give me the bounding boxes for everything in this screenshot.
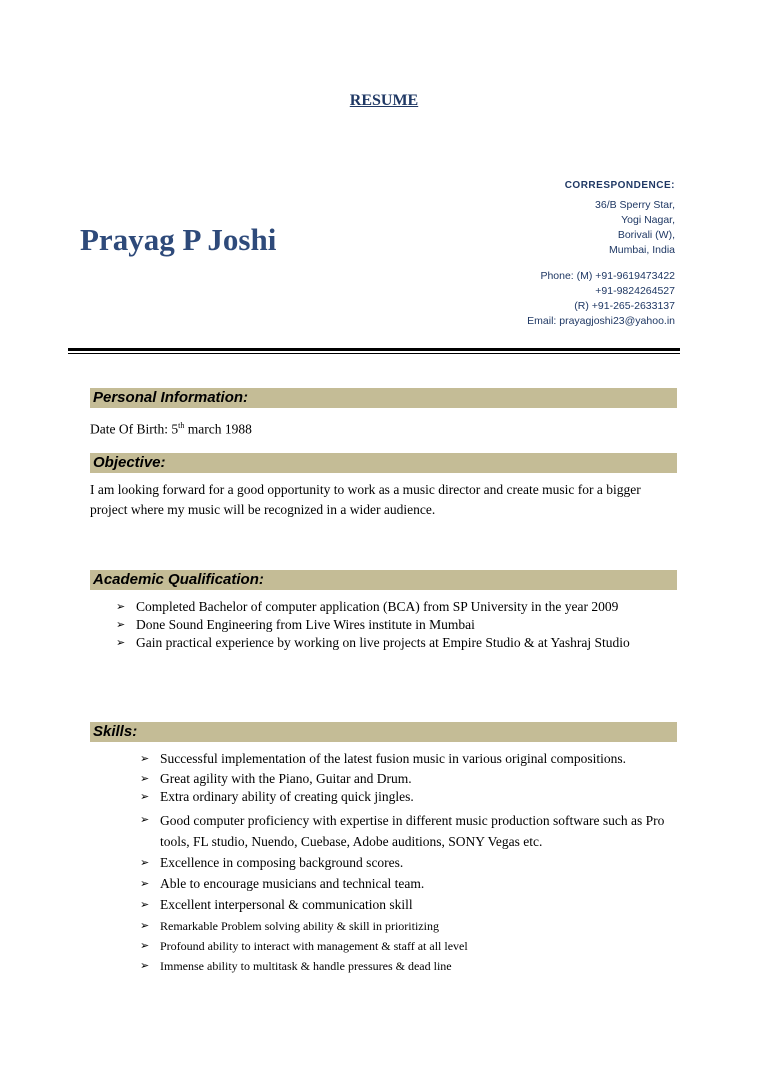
email-address[interactable]: Email: prayagjoshi23@yahoo.in [527, 315, 675, 327]
list-item-text: Excellence in composing background scores. [160, 855, 404, 870]
list-item-text: Able to encourage musicians and technical team. [160, 876, 425, 891]
dob-rest: march 1988 [184, 421, 252, 437]
arrow-bullet-icon: ➢ [140, 940, 150, 952]
skills-list [136, 750, 681, 975]
arrow-bullet-icon: ➢ [140, 899, 150, 911]
list-item-text: Extra ordinary ability of creating quick jingles. [160, 789, 414, 804]
arrow-bullet-icon: ➢ [140, 753, 150, 765]
list-item-text: Good computer proficiency with expertise in different music production software such as Pro tools, FL studio, Nuendo, Cuebase, Adobe auditions, SONY Vegas etc. [160, 813, 665, 849]
section-header-skills [90, 722, 677, 742]
arrow-bullet-icon: ➢ [140, 791, 150, 803]
list-item-text: Completed Bachelor of computer application (BCA) from SP University in the year 2009 [136, 599, 619, 614]
list-item [136, 854, 681, 872]
section-title: Academic Qualification: [93, 571, 264, 588]
header-divider-thick [68, 348, 680, 351]
list-item [136, 917, 681, 935]
list-item-text: Excellent interpersonal & communication skill [160, 897, 413, 912]
list-item [136, 875, 681, 893]
list-item [136, 896, 681, 914]
date-of-birth [90, 416, 690, 440]
arrow-bullet-icon: ➢ [116, 619, 126, 631]
section-title: Objective: [93, 454, 166, 471]
list-item-text: Great agility with the Piano, Guitar and Drum. [160, 771, 412, 786]
arrow-bullet-icon: ➢ [140, 920, 150, 932]
list-item [136, 788, 681, 806]
list-item [112, 616, 667, 634]
list-item [136, 770, 681, 788]
list-item-text: Profound ability to interact with management & staff at all level [160, 939, 468, 953]
candidate-name: Prayag P Joshi [80, 222, 277, 257]
arrow-bullet-icon: ➢ [140, 773, 150, 785]
page-title [0, 92, 768, 110]
address-line: Yogi Nagar, [621, 214, 675, 226]
list-item [136, 957, 681, 975]
phone-mobile-2: +91-9824264527 [595, 285, 675, 297]
list-item [112, 598, 667, 616]
arrow-bullet-icon: ➢ [140, 814, 150, 826]
contact-heading: CORRESPONDENCE: [564, 180, 675, 191]
list-item [112, 634, 667, 652]
list-item-text: Successful implementation of the latest fusion music in various original compositions. [160, 751, 627, 766]
list-item [136, 937, 681, 955]
address-line: 36/B Sperry Star, [595, 199, 675, 211]
arrow-bullet-icon: ➢ [116, 601, 126, 613]
list-item-text: Done Sound Engineering from Live Wires institute in Mumbai [136, 617, 475, 632]
contact-block [375, 178, 675, 329]
dob-label: Date Of Birth: 5 [90, 421, 179, 437]
academic-list [112, 598, 667, 652]
address-line: Mumbai, India [609, 244, 675, 256]
section-header-objective [90, 453, 677, 473]
address-line: Borivali (W), [617, 229, 675, 241]
section-header-academic [90, 570, 677, 590]
header-divider-thin [68, 353, 680, 354]
section-title: Personal Information: [93, 389, 249, 406]
arrow-bullet-icon: ➢ [140, 878, 150, 890]
resume-heading: RESUME [349, 92, 419, 109]
list-item-text: Remarkable Problem solving ability & skill in prioritizing [160, 919, 439, 933]
dob-suffix: th [178, 421, 185, 430]
list-item-text: Gain practical experience by working on live projects at Empire Studio & at Yashraj Studio [136, 635, 630, 650]
section-title: Skills: [93, 723, 138, 740]
arrow-bullet-icon: ➢ [116, 637, 126, 649]
arrow-bullet-icon: ➢ [140, 857, 150, 869]
list-item [136, 810, 681, 852]
arrow-bullet-icon: ➢ [140, 960, 150, 972]
objective-text: I am looking forward for a good opportunity to work as a music director and create music for a bigger project where my music will be recognized in a wider audience. [90, 482, 641, 517]
phone-mobile-1: Phone: (M) +91-9619473422 [540, 270, 675, 282]
list-item-text: Immense ability to multitask & handle pressures & dead line [160, 959, 452, 973]
section-header-personal [90, 388, 677, 408]
phone-residence: (R) +91-265-2633137 [574, 300, 675, 312]
list-item [136, 750, 681, 768]
